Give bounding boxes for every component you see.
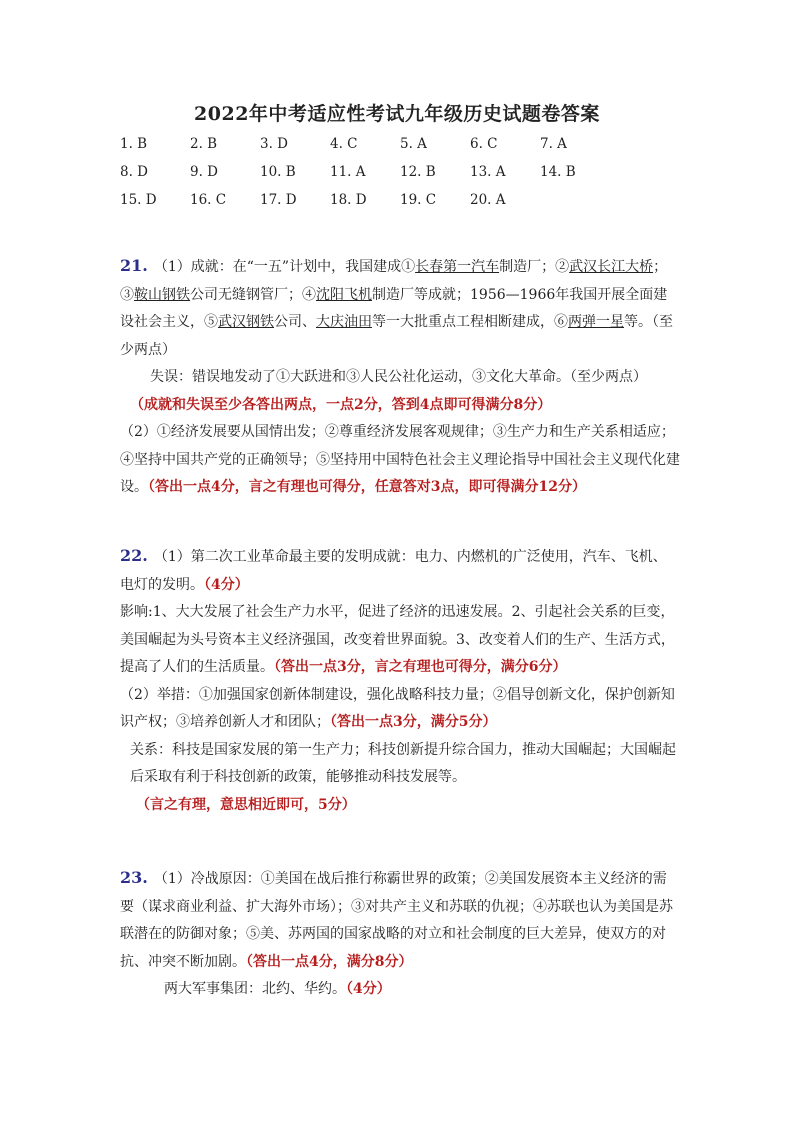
answer-text: ；③ — [120, 259, 668, 303]
scoring-note: （4分） — [204, 576, 249, 593]
question-number: 21. — [120, 256, 148, 275]
answer-text: 两大军事集团：北约、华约。 — [164, 981, 346, 997]
answer-text: 制造厂；② — [499, 259, 570, 275]
answer-keyword: 大庆油田 — [316, 314, 372, 330]
choice-answer: 14. B — [540, 164, 576, 180]
answer-keyword: 武汉钢铁 — [218, 314, 274, 330]
choice-answer: 11. A — [330, 164, 366, 180]
choice-answer: 1. B — [120, 136, 148, 152]
choice-row-3 — [120, 192, 620, 220]
q23-part1 — [120, 864, 680, 976]
scoring-note: （4分） — [346, 981, 391, 997]
choice-answer: 9. D — [190, 164, 218, 180]
question-number: 23. — [120, 868, 148, 887]
answer-keyword: 沈阳飞机 — [316, 286, 372, 303]
choice-answer: 13. A — [470, 164, 506, 180]
answer-keyword: 武汉长江大桥 — [569, 259, 654, 275]
q21-part2 — [120, 419, 680, 502]
choice-answer: 8. D — [120, 164, 148, 180]
choice-row-1 — [120, 136, 620, 164]
answer-text: 等一大批重点工程相断建成，⑥ — [372, 314, 568, 330]
choice-answer: 7. A — [540, 136, 567, 152]
q22-part2 — [120, 682, 680, 737]
question-23 — [120, 864, 680, 1004]
choice-answer: 5. A — [400, 136, 427, 152]
q22-relation: 关系：科技是国家发展的第一生产力；科技创新提升综合国力，推动大国崛起；大国崛起后采取有利于科技创新的政策，能够推动科技发展等。 — [130, 741, 676, 785]
answer-text: 制造厂等成就；1956—1966年我国开展全面建设社会主义，⑤ — [120, 286, 668, 330]
choice-row-2 — [120, 164, 620, 192]
choice-answer: 19. C — [400, 192, 437, 208]
answer-keyword: 鞍山钢铁 — [134, 286, 190, 303]
choice-answer: 12. B — [400, 164, 436, 180]
answer-text: 等。（至少两点） — [120, 314, 673, 358]
answer-text: （2）①经济发展要从国情出发；②尊重经济发展客观规律；③生产力和生产关系相适应；④坚持中国共产党的正确领导；⑤坚持用中国特色社会主义理论指导中国社会主义现代化建设。 — [120, 424, 680, 495]
answer-keyword: 长春第一汽车 — [415, 259, 500, 275]
scoring-note: （答出一点3分，满分5分） — [330, 714, 497, 730]
answer-text: 公司、 — [274, 314, 316, 330]
answer-text: （1）第二次工业革命最主要的发明成就：电力、内燃机的广泛使用，汽车、飞机、电灯的发明。 — [120, 549, 667, 593]
q22-part1 — [120, 542, 680, 599]
choice-answer: 10. B — [260, 164, 296, 180]
choice-answer: 18. D — [330, 192, 367, 208]
choice-answers — [120, 136, 620, 220]
choice-answer: 6. C — [470, 136, 498, 152]
answer-text: 影响:1、大大发展了社会生产力水平，促进了经济的迅速发展。2、引起社会关系的巨变，美国崛起为头号资本主义经济强国，改变着世界面貌。3、改变着人们的生产、生活方式，提高了人们的生活质量。 — [120, 604, 675, 675]
choice-answer: 4. C — [330, 136, 358, 152]
answer-text: 公司无缝钢管厂；④ — [190, 286, 316, 303]
choice-answer: 15. D — [120, 192, 157, 208]
choice-answer: 3. D — [260, 136, 288, 152]
answer-keyword: 两弹一星 — [568, 314, 624, 330]
page-title: 2022年中考适应性考试九年级历史试题卷答案 — [194, 103, 600, 125]
choice-answer: 2. B — [190, 136, 218, 152]
q21-scoring-note: （成就和失误至少各答出两点，一点2分，答到4点即可得满分8分） — [130, 396, 552, 413]
q22-impact — [120, 599, 680, 682]
scoring-note: （答出一点3分，言之有理也可得分，满分6分） — [274, 659, 567, 675]
q21-part1 — [120, 252, 680, 364]
scoring-note: （答出一点4分，言之有理也可得分，任意答对3点，即可得满分12分） — [148, 479, 586, 495]
answer-text: （1）成就：在“一五”计划中，我国建成① — [153, 259, 416, 275]
choice-answer: 16. C — [190, 192, 227, 208]
answer-text: （1）冷战原因：①美国在战后推行称霸世界的政策；②美国发展资本主义经济的需要（谋求商业利益、扩大海外市场）；③对共产主义和苏联的仇视；④苏联也认为美国是苏联潜在的防御对象；⑤美、苏两国的国家战略的对立和社会制度的巨大差异，使双方的对抗、冲突不断加剧。 — [120, 871, 673, 970]
q22-scoring-note: （言之有理，意思相近即可，5分） — [136, 796, 356, 813]
choice-answer: 20. A — [470, 192, 506, 208]
q23-part2 — [120, 976, 680, 1004]
question-22 — [120, 542, 680, 819]
scoring-note: （答出一点4分，满分8分） — [246, 953, 413, 970]
question-number: 22. — [120, 546, 148, 565]
question-21 — [120, 252, 680, 502]
q21-mistakes: 失误：错误地发动了①大跃进和③人民公社化运动，③文化大革命。（至少两点） — [150, 369, 647, 385]
answer-text: （2）举措：①加强国家创新体制建设，强化战略科技力量；②倡导创新文化，保护创新知识产权；③培养创新人才和团队； — [120, 686, 675, 730]
choice-answer: 17. D — [260, 192, 297, 208]
